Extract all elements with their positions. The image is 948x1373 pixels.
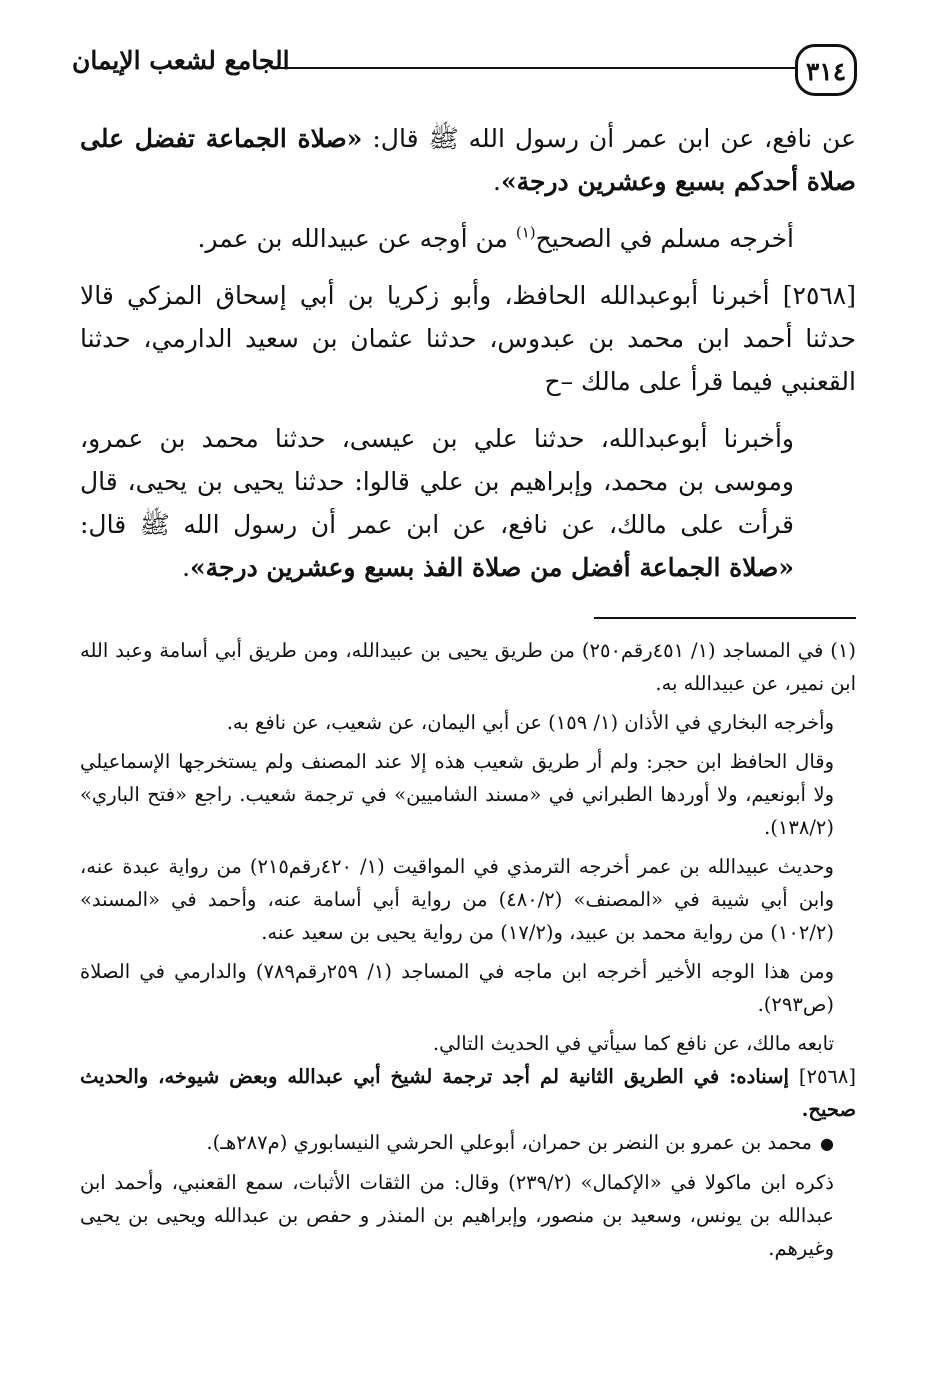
hadith-quote-2: «صلاة الجماعة أفضل من صلاة الفذ بسبع وعشرين درجة» (190, 553, 794, 582)
footnote-1: (١) في المساجد (١/ ٤٥١رقم٢٥٠) من طريق يحيى بن عبيدالله، ومن طريق أبي أسامة وعبد الله ابن نمير، عن عبيدالله به. (80, 639, 856, 695)
footnote-ref-1: (١) (515, 223, 536, 242)
footnote-bukhari: وأخرجه البخاري في الأذان (١/ ١٥٩) عن أبي اليمان، عن شعيب، عن نافع به. (226, 711, 834, 734)
hadith-number: [٢٥٦٨] (782, 281, 856, 310)
main-text (80, 117, 856, 589)
book-title: الجامع لشعب الإيمان (72, 46, 290, 75)
bullet-icon: ● (820, 1134, 834, 1153)
hadith-paragraph-1: عن نافع، عن ابن عمر أن رسول الله ﷺ قال: «صلاة الجماعة تفضل على صلاة أحدكم بسبع وعشرين درجة». (80, 124, 856, 196)
narrator-line: ●محمد بن عمرو بن النضر بن حمران، أبوعلي الحرشي النيسابوري (م٢٨٧هـ). (80, 1126, 856, 1160)
footnote-tabiahu: تابعه مالك، عن نافع كما سيأتي في الحديث التالي. (432, 1032, 834, 1055)
footnotes (80, 634, 856, 1265)
page-header (72, 44, 857, 100)
footnote-divider (594, 617, 856, 619)
isnad-note: [٢٥٦٨] إسناده: في الطريق الثانية لم أجد ترجمة لشيخ أبي عبدالله وبعض شيوخه، والحديث صحيح. (80, 1065, 856, 1121)
footnote-tirmidhi: وحديث عبيدالله بن عمر أخرجه الترمذي في المواقيت (١/ ٤٢٠رقم٢١٥) من رواية عبدة عنه، وابن أبي شيبة في «المصنف» (٤٨٠/٢) من رواية أبي أسامة عنه، وأحمد في «المسند» (١٠٢/٢) من رواية محمد بن عبيد، و(١٧/٢) من رواية يحيى بن سعيد عنه. (80, 855, 834, 944)
isnad-number: [٢٥٦٨] (798, 1065, 856, 1088)
footnote-ibn-majah: ومن هذا الوجه الأخير أخرجه ابن ماجه في المساجد (١/ ٢٥٩رقم٧٨٩) والدارمي في الصلاة (ص٢٩٣). (80, 960, 834, 1016)
footnote-ibn-hajar: وقال الحافظ ابن حجر: ولم أر طريق شعيب هذه إلا عند المصنف ولم يستخرجها الإسماعيلي ولا أبونعيم، ولا أوردها الطبراني في «مسند الشاميين» في ترجمة شعيب. راجع «فتح الباري» (١٣٨/٢). (80, 750, 834, 839)
hadith-paragraph-2568: [٢٥٦٨] أخبرنا أبوعبدالله الحافظ، وأبو زكريا بن أبي إسحاق المزكي قالا حدثنا أحمد ابن محمد بن عبدوس، حدثنا عثمان بن سعيد الدارمي، حدثنا القعنبي فيما قرأ على مالك –ح (80, 281, 856, 396)
header-rule (277, 67, 797, 69)
page-number: ٣١٤ (795, 44, 857, 96)
narrator-bio: ذكره ابن ماكولا في «الإكمال» (٢٣٩/٢) وقال: من الثقات الأثبات، سمع القعنبي، وأحمد ابن عبدالله بن يونس، وسعيد بن منصور، وإبراهيم بن المنذر و حفص بن عبدالله ويحيى بن يحيى وغيرهم. (80, 1171, 834, 1260)
hadith-quote-1: «صلاة الجماعة تفضل على صلاة أحدكم بسبع وعشرين درجة» (80, 124, 856, 196)
takhrij-paragraph: أخرجه مسلم في الصحيح$^{(١)}$ من أوجه عن عبيدالله بن عمر. (197, 223, 794, 253)
hadith-paragraph-chain-2: وأخبرنا أبوعبدالله، حدثنا علي بن عيسى، حدثنا محمد بن عمرو، وموسى بن محمد، وإبراهيم بن علي قالوا: حدثنا يحيى بن يحيى، قال قرأت على مالك، عن نافع، عن ابن عمر أن رسول الله ﷺ قال: «صلاة الجماعة أفضل من صلاة الفذ بسبع وعشرين درجة». (80, 424, 794, 582)
